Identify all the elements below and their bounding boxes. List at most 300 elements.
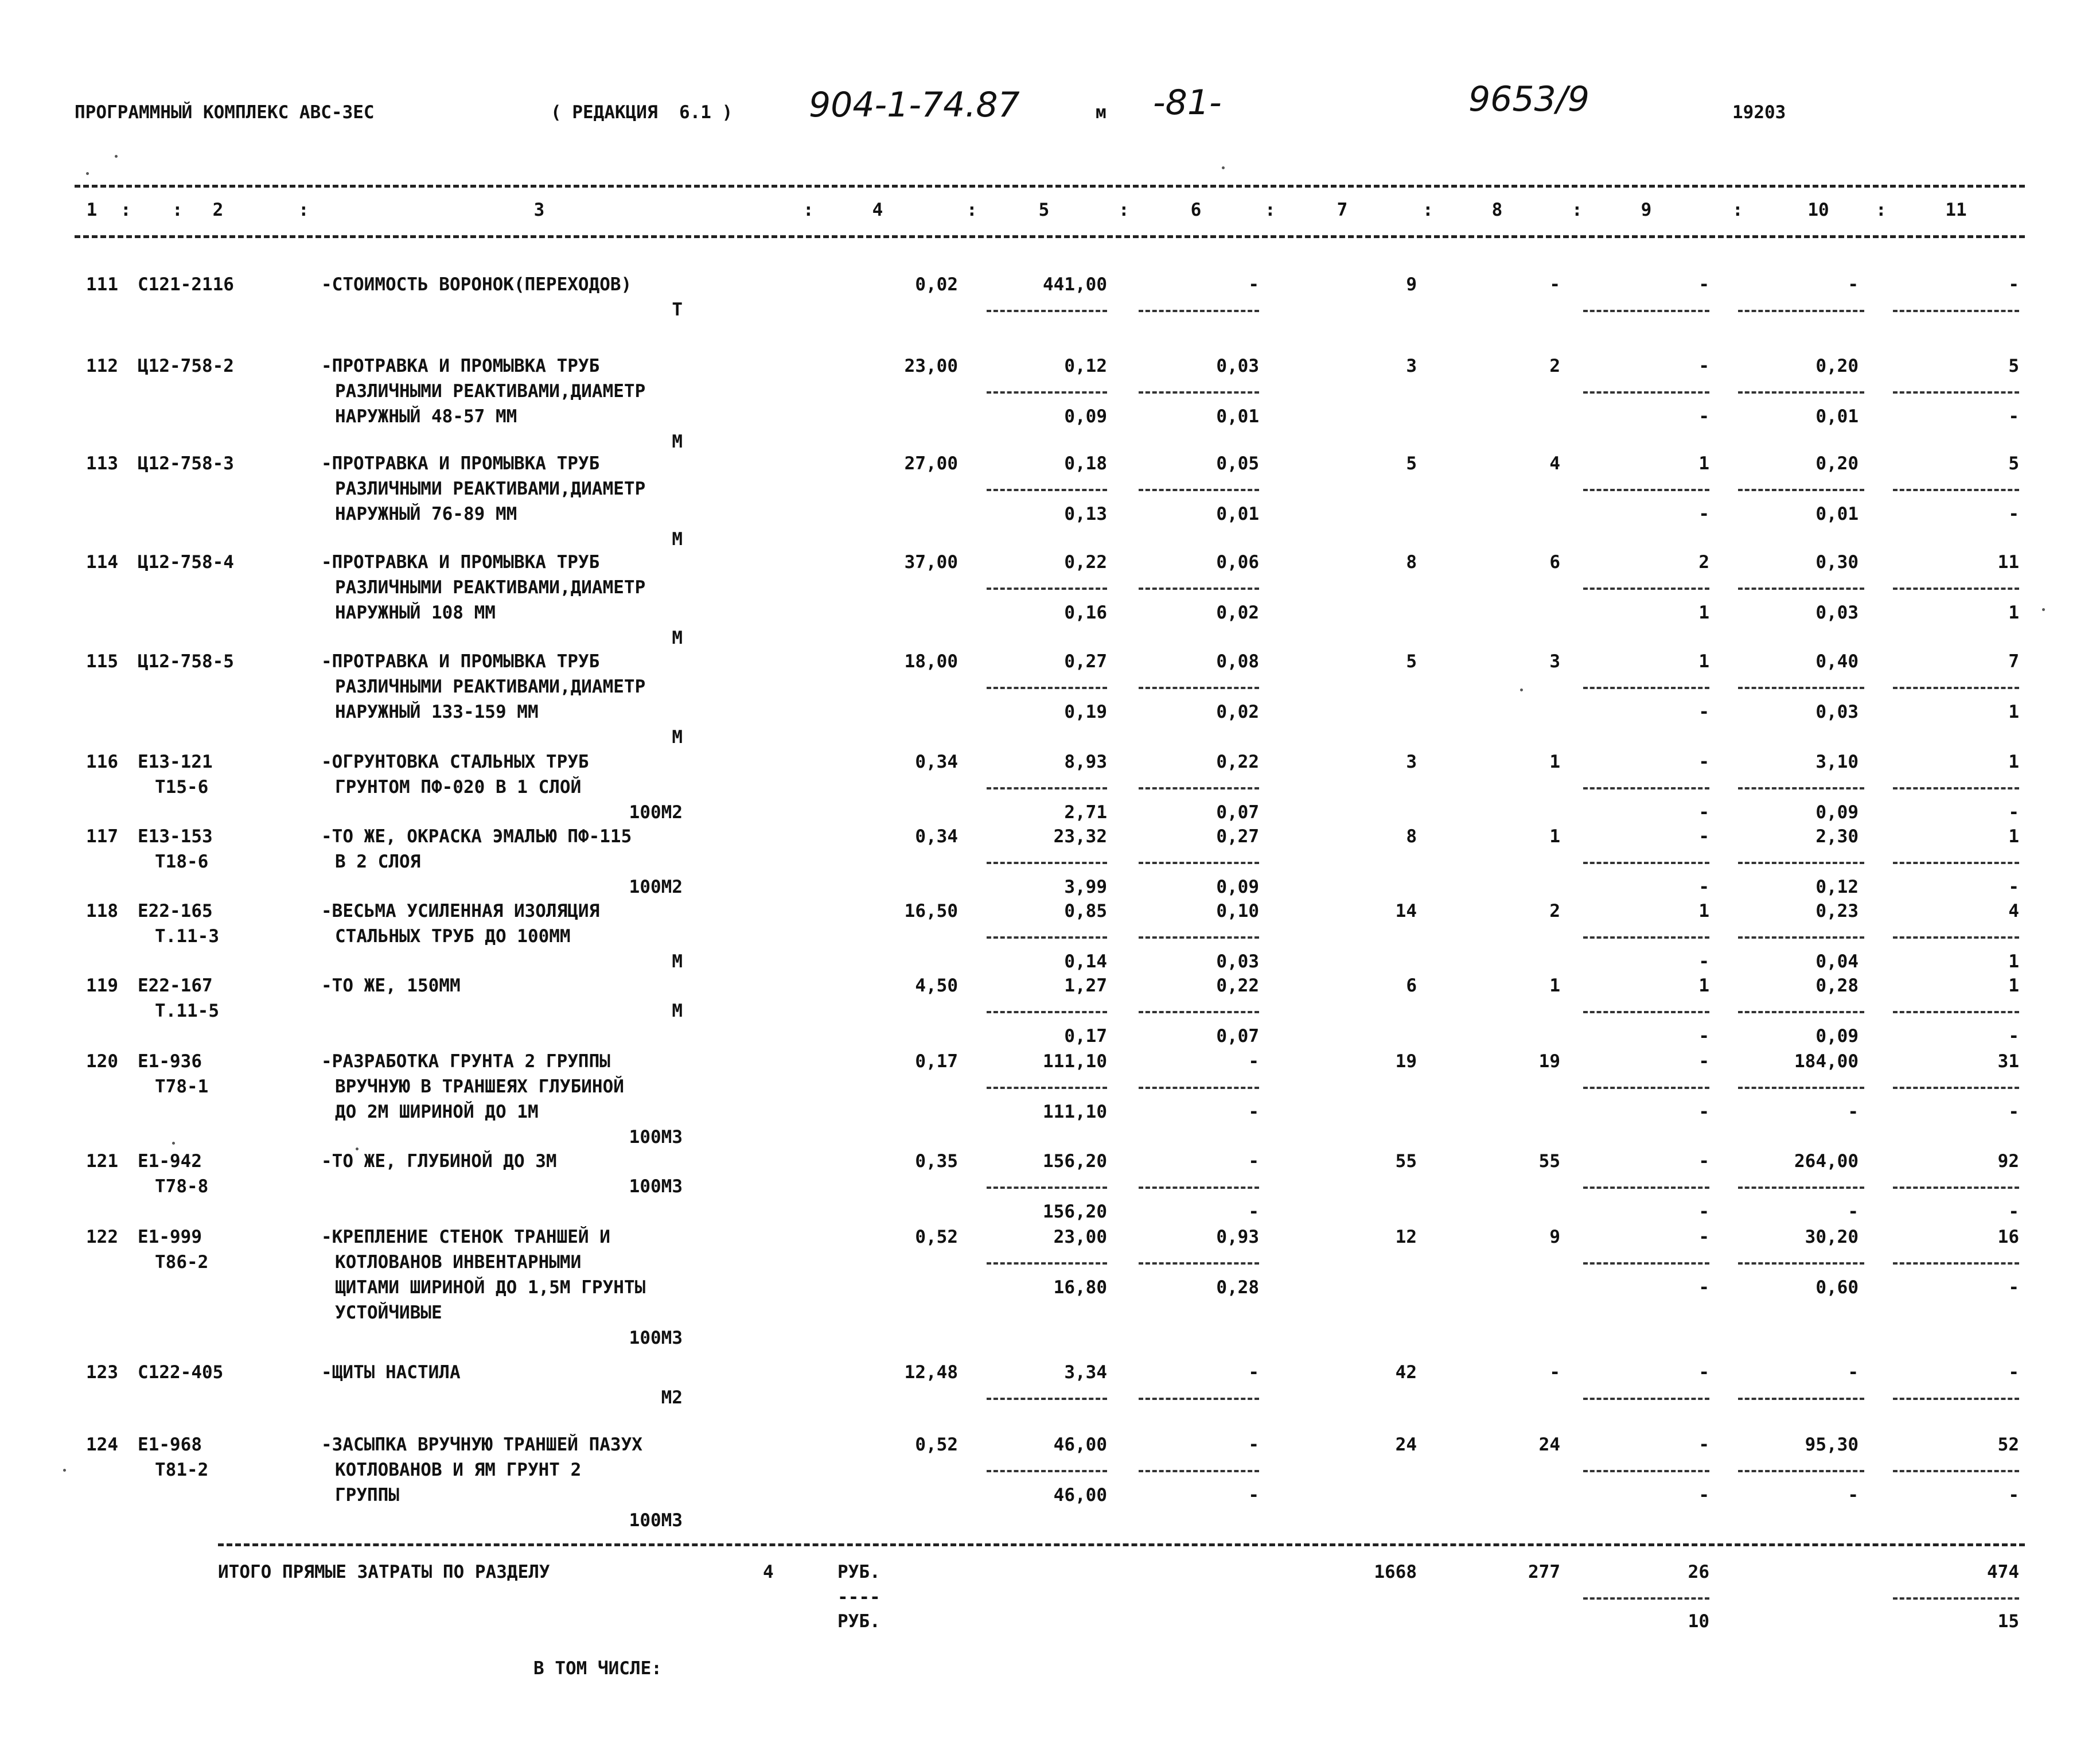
column-number-5: 5 — [1038, 200, 1050, 220]
scan-speck — [86, 172, 89, 175]
total-col9-a: 26 — [1688, 1562, 1709, 1582]
scan-speck — [115, 155, 118, 158]
unit-cost: 441,00 — [1043, 274, 1107, 295]
work-description-line: КОТЛОВАНОВ ИНВЕНТАРНЫМИ — [335, 1252, 582, 1273]
col5-rule — [987, 687, 1107, 689]
col10-rule — [1738, 391, 1864, 394]
total-cost: 5 — [1406, 453, 1417, 474]
col9-value: 1 — [1698, 453, 1709, 474]
work-description-line: ЩИТАМИ ШИРИНОЙ ДО 1,5М ГРУНТЫ — [335, 1277, 646, 1298]
scan-speck — [63, 1469, 66, 1472]
unit-of-measure: 100М2 — [629, 802, 683, 823]
col11-rule — [1893, 1470, 2019, 1472]
col10-rule — [1738, 687, 1864, 689]
total-section: 4 — [763, 1562, 774, 1582]
col9-rule — [1583, 310, 1709, 312]
col9-value: - — [1698, 1227, 1709, 1247]
col11-value: 7 — [2008, 651, 2019, 672]
work-description-line: РАЗЛИЧНЫМИ РЕАКТИВАМИ,ДИАМЕТР — [335, 676, 646, 697]
col10-value: 0,28 — [1815, 975, 1859, 996]
col9-value-2: - — [1698, 951, 1709, 972]
unit-of-measure: 100М3 — [629, 1127, 683, 1148]
wages-total: 9 — [1549, 1227, 1560, 1247]
total-cost: 19 — [1395, 1051, 1417, 1072]
col9-rule — [1583, 687, 1709, 689]
row-number: 123 — [86, 1362, 118, 1383]
col11-rule — [1893, 787, 2019, 789]
col9-value: - — [1698, 1051, 1709, 1072]
work-description-line: УСТОЙЧИВЫЕ — [335, 1302, 442, 1323]
unit-cost: 0,85 — [1064, 901, 1107, 921]
col10-value-2: 0,60 — [1815, 1277, 1859, 1298]
quantity: 18,00 — [904, 651, 958, 672]
unit-cost-wages: 0,14 — [1064, 951, 1107, 972]
col10-value: - — [1848, 274, 1859, 295]
rate-table-ref: Т78-1 — [155, 1076, 209, 1097]
col9-value-2: - — [1698, 1201, 1709, 1222]
wages-total: 55 — [1538, 1151, 1560, 1172]
wages-total: 24 — [1538, 1434, 1560, 1455]
col9-value-2: - — [1698, 1102, 1709, 1122]
total-cost: 3 — [1406, 752, 1417, 772]
work-description-line: -ОГРУНТОВКА СТАЛЬНЫХ ТРУБ — [321, 752, 589, 772]
machine-cost: - — [1248, 1151, 1259, 1172]
header-bottom-rule — [75, 235, 2025, 238]
col11-value-2: - — [2008, 504, 2019, 524]
job-code: 19203 — [1732, 102, 1786, 123]
work-description-line: -ТО ЖЕ, ГЛУБИНОЙ ДО 3М — [321, 1151, 557, 1172]
total-col9-rule — [1583, 1597, 1709, 1600]
machine-cost: 0,93 — [1216, 1227, 1259, 1247]
column-separator: : — [1876, 200, 1887, 220]
work-description-line: НАРУЖНЫЙ 133-159 ММ — [335, 702, 539, 722]
work-description-line: -РАЗРАБОТКА ГРУНТА 2 ГРУППЫ — [321, 1051, 610, 1072]
col9-rule — [1583, 936, 1709, 939]
col6-rule — [1139, 310, 1259, 312]
quantity: 27,00 — [904, 453, 958, 474]
col10-rule — [1738, 588, 1864, 590]
wages-total: 4 — [1549, 453, 1560, 474]
work-description-line: НАРУЖНЫЙ 108 ММ — [335, 602, 496, 623]
col9-rule — [1583, 1011, 1709, 1013]
col10-value-2: 0,03 — [1815, 602, 1859, 623]
work-description-line: ДО 2М ШИРИНОЙ ДО 1М — [335, 1102, 539, 1122]
machine-cost-wages: 0,07 — [1216, 1026, 1259, 1047]
row-number: 120 — [86, 1051, 118, 1072]
total-cost: 8 — [1406, 826, 1417, 847]
total-col11-rule — [1893, 1597, 2019, 1600]
edition-label: ( РЕДАКЦИЯ 6.1 ) — [551, 102, 733, 123]
unit-cost: 23,32 — [1053, 826, 1107, 847]
col11-value-2: 1 — [2008, 702, 2019, 722]
col9-value: - — [1698, 1434, 1709, 1455]
col6-rule — [1139, 787, 1259, 789]
machine-cost: 0,22 — [1216, 752, 1259, 772]
machine-cost: 0,08 — [1216, 651, 1259, 672]
col9-value-2: - — [1698, 1026, 1709, 1047]
unit-of-measure: 100М2 — [629, 877, 683, 897]
col9-value-2: - — [1698, 702, 1709, 722]
column-separator: : — [967, 200, 977, 220]
total-col8: 277 — [1528, 1562, 1560, 1582]
work-description-line: -ПРОТРАВКА И ПРОМЫВКА ТРУБ — [321, 453, 600, 474]
col10-value: 264,00 — [1794, 1151, 1859, 1172]
col5-rule — [987, 936, 1107, 939]
col11-value-2: - — [2008, 877, 2019, 897]
col11-value: 5 — [2008, 356, 2019, 376]
rate-table-ref: Т.11-5 — [155, 1001, 219, 1021]
work-description-line: РАЗЛИЧНЫМИ РЕАКТИВАМИ,ДИАМЕТР — [335, 381, 646, 402]
col11-value: 52 — [1997, 1434, 2019, 1455]
row-number: 117 — [86, 826, 118, 847]
quantity: 16,50 — [904, 901, 958, 921]
column-separator: : — [298, 200, 309, 220]
col5-rule — [987, 1011, 1107, 1013]
unit-cost: 46,00 — [1053, 1434, 1107, 1455]
col10-value-2: - — [1848, 1485, 1859, 1506]
unit-cost-wages: 0,09 — [1064, 406, 1107, 427]
col6-rule — [1139, 687, 1259, 689]
col10-value: 0,30 — [1815, 552, 1859, 573]
row-number: 124 — [86, 1434, 118, 1455]
col10-rule — [1738, 1087, 1864, 1089]
col10-value-2: 0,09 — [1815, 1026, 1859, 1047]
machine-cost: 0,27 — [1216, 826, 1259, 847]
work-description-line: ГРУНТОМ ПФ-020 В 1 СЛОЙ — [335, 777, 582, 798]
work-description-line: -ЗАСЫПКА ВРУЧНУЮ ТРАНШЕЙ ПАЗУХ — [321, 1434, 642, 1455]
unit-cost-wages: 2,71 — [1064, 802, 1107, 823]
col6-rule — [1139, 391, 1259, 394]
col11-value: 1 — [2008, 826, 2019, 847]
col11-value-2: - — [2008, 1201, 2019, 1222]
rate-table-ref: Т15-6 — [155, 777, 209, 798]
col11-rule — [1893, 1262, 2019, 1265]
col11-value-2: 1 — [2008, 602, 2019, 623]
col9-rule — [1583, 1187, 1709, 1189]
handwritten-code: 9653/9 — [1468, 79, 1590, 119]
col11-value-2: - — [2008, 1485, 2019, 1506]
total-cost: 24 — [1395, 1434, 1417, 1455]
wages-total: - — [1549, 1362, 1560, 1383]
unit-of-measure: М2 — [661, 1387, 683, 1408]
col9-value: - — [1698, 274, 1709, 295]
rate-code: Е22-165 — [138, 901, 213, 921]
col10-rule — [1738, 489, 1864, 491]
col5-rule — [987, 310, 1107, 312]
rate-code: Е13-121 — [138, 752, 213, 772]
col10-value: 0,20 — [1815, 453, 1859, 474]
unit-of-measure: 100М3 — [629, 1328, 683, 1348]
column-separator: : — [1572, 200, 1583, 220]
machine-cost: - — [1248, 274, 1259, 295]
col6-rule — [1139, 588, 1259, 590]
col10-rule — [1738, 862, 1864, 864]
col5-rule — [987, 1262, 1107, 1265]
total-cost: 6 — [1406, 975, 1417, 996]
work-description-line: -КРЕПЛЕНИЕ СТЕНОК ТРАНШЕЙ И — [321, 1227, 610, 1247]
col9-value-2: 1 — [1698, 602, 1709, 623]
quantity: 23,00 — [904, 356, 958, 376]
col6-rule — [1139, 1011, 1259, 1013]
total-cost: 9 — [1406, 274, 1417, 295]
header-top-rule — [75, 185, 2025, 188]
rate-code: С122-405 — [138, 1362, 224, 1383]
machine-cost-wages: 0,02 — [1216, 702, 1259, 722]
handwritten-doc-number: 904-1-74.87 — [809, 85, 1020, 125]
unit-cost-wages: 0,19 — [1064, 702, 1107, 722]
column-number-6: 6 — [1190, 200, 1202, 220]
col9-value: - — [1698, 752, 1709, 772]
work-description-line: -ПРОТРАВКА И ПРОМЫВКА ТРУБ — [321, 552, 600, 573]
machine-cost-wages: 0,03 — [1216, 951, 1259, 972]
col9-rule — [1583, 1087, 1709, 1089]
scan-speck — [1222, 166, 1225, 169]
unit-of-measure: М — [672, 951, 683, 972]
column-number-4: 4 — [872, 200, 883, 220]
col11-rule — [1893, 1011, 2019, 1013]
col10-value: - — [1848, 1362, 1859, 1383]
total-cost: 55 — [1395, 1151, 1417, 1172]
sheet-number: -81- — [1153, 83, 1222, 123]
column-separator: : — [803, 200, 814, 220]
col10-rule — [1738, 787, 1864, 789]
total-top-rule — [218, 1543, 2025, 1546]
row-number: 122 — [86, 1227, 118, 1247]
work-description-line: ГРУППЫ — [335, 1485, 399, 1506]
footer-note: В ТОМ ЧИСЛЕ: — [533, 1658, 662, 1679]
machine-cost: - — [1248, 1051, 1259, 1072]
unit-cost: 1,27 — [1064, 975, 1107, 996]
col9-value-2: - — [1698, 802, 1709, 823]
col9-rule — [1583, 1470, 1709, 1472]
col10-value-2: 0,01 — [1815, 504, 1859, 524]
machine-cost-wages: - — [1248, 1485, 1259, 1506]
unit-of-measure: М — [672, 529, 683, 550]
col9-value: 2 — [1698, 552, 1709, 573]
quantity: 12,48 — [904, 1362, 958, 1383]
rate-code: Е1-936 — [138, 1051, 202, 1072]
rate-code: Е1-968 — [138, 1434, 202, 1455]
machine-cost-wages: 0,02 — [1216, 602, 1259, 623]
col11-value: 4 — [2008, 901, 2019, 921]
col11-value-2: - — [2008, 1102, 2019, 1122]
row-number: 113 — [86, 453, 118, 474]
unit-cost-wages: 0,13 — [1064, 504, 1107, 524]
quantity: 0,34 — [915, 826, 958, 847]
rate-code: С121-2116 — [138, 274, 234, 295]
unit-of-measure: М — [672, 727, 683, 748]
col9-value-2: - — [1698, 1485, 1709, 1506]
rate-code: Ц12-758-2 — [138, 356, 234, 376]
wages-total: 1 — [1549, 975, 1560, 996]
scan-speck — [1520, 689, 1523, 691]
rate-code: Е1-999 — [138, 1227, 202, 1247]
work-description-line: -ТО ЖЕ, ОКРАСКА ЭМАЛЬЮ ПФ-115 — [321, 826, 632, 847]
unit-cost: 0,18 — [1064, 453, 1107, 474]
unit-cost: 8,93 — [1064, 752, 1107, 772]
rate-code: Ц12-758-3 — [138, 453, 234, 474]
col11-value-2: 1 — [2008, 951, 2019, 972]
col9-rule — [1583, 391, 1709, 394]
machine-cost: 0,22 — [1216, 975, 1259, 996]
column-number-11: 11 — [1945, 200, 1967, 220]
col11-value: 11 — [1997, 552, 2019, 573]
total-currency-2: РУБ. — [837, 1611, 880, 1632]
col10-value: 0,23 — [1815, 901, 1859, 921]
col9-rule — [1583, 489, 1709, 491]
col11-value-2: - — [2008, 1277, 2019, 1298]
unit-cost-wages: 3,99 — [1064, 877, 1107, 897]
col11-value: - — [2008, 274, 2019, 295]
col11-value: - — [2008, 1362, 2019, 1383]
col5-rule — [987, 1470, 1107, 1472]
work-description-line: РАЗЛИЧНЫМИ РЕАКТИВАМИ,ДИАМЕТР — [335, 479, 646, 499]
rate-table-ref: Т78-8 — [155, 1176, 209, 1197]
col10-value: 184,00 — [1794, 1051, 1859, 1072]
col9-rule — [1583, 1262, 1709, 1265]
total-cost: 5 — [1406, 651, 1417, 672]
rate-code: Е22-167 — [138, 975, 213, 996]
column-number-8: 8 — [1491, 200, 1503, 220]
quantity: 0,17 — [915, 1051, 958, 1072]
wages-total: - — [1549, 274, 1560, 295]
col11-value-2: - — [2008, 406, 2019, 427]
total-cost: 42 — [1395, 1362, 1417, 1383]
machine-cost-wages: 0,09 — [1216, 877, 1259, 897]
wages-total: 6 — [1549, 552, 1560, 573]
wages-total: 2 — [1549, 356, 1560, 376]
rate-table-ref: Т86-2 — [155, 1252, 209, 1273]
work-description-line: РАЗЛИЧНЫМИ РЕАКТИВАМИ,ДИАМЕТР — [335, 577, 646, 598]
machine-cost: 0,05 — [1216, 453, 1259, 474]
total-label: ИТОГО ПРЯМЫЕ ЗАТРАТЫ ПО РАЗДЕЛУ — [218, 1562, 550, 1582]
col9-value-2: - — [1698, 1277, 1709, 1298]
col9-value: 1 — [1698, 901, 1709, 921]
row-number: 119 — [86, 975, 118, 996]
column-number-10: 10 — [1807, 200, 1829, 220]
unit-of-measure: М — [672, 628, 683, 648]
total-cost: 14 — [1395, 901, 1417, 921]
column-separator: : — [1423, 200, 1433, 220]
col10-value-2: - — [1848, 1201, 1859, 1222]
col9-value: 1 — [1698, 975, 1709, 996]
col10-rule — [1738, 1262, 1864, 1265]
col10-rule — [1738, 1187, 1864, 1189]
work-description-line: -ТО ЖЕ, 150ММ — [321, 975, 461, 996]
machine-cost: - — [1248, 1362, 1259, 1383]
unit-cost: 0,27 — [1064, 651, 1107, 672]
scan-speck — [172, 1142, 175, 1145]
rate-code: Е1-942 — [138, 1151, 202, 1172]
col10-rule — [1738, 1470, 1864, 1472]
col11-rule — [1893, 1398, 2019, 1400]
work-description-line: НАРУЖНЫЙ 48-57 ММ — [335, 406, 517, 427]
col10-value: 0,20 — [1815, 356, 1859, 376]
col5-rule — [987, 1087, 1107, 1089]
wages-total: 2 — [1549, 901, 1560, 921]
col9-value-2: - — [1698, 406, 1709, 427]
machine-cost-wages: 0,01 — [1216, 504, 1259, 524]
column-separator: : — [1265, 200, 1276, 220]
program-title: ПРОГРАММНЫЙ КОМПЛЕКС АВС-ЗЕС — [75, 102, 375, 123]
quantity: 0,52 — [915, 1227, 958, 1247]
col6-rule — [1139, 489, 1259, 491]
col6-rule — [1139, 1187, 1259, 1189]
unit-cost: 3,34 — [1064, 1362, 1107, 1383]
machine-cost: 0,03 — [1216, 356, 1259, 376]
unit-cost-wages: 0,17 — [1064, 1026, 1107, 1047]
col10-value-2: - — [1848, 1102, 1859, 1122]
col6-rule — [1139, 862, 1259, 864]
row-number: 121 — [86, 1151, 118, 1172]
col11-rule — [1893, 936, 2019, 939]
machine-cost-wages: 0,07 — [1216, 802, 1259, 823]
unit-cost-wages: 16,80 — [1053, 1277, 1107, 1298]
col9-value: - — [1698, 1151, 1709, 1172]
unit-cost: 0,12 — [1064, 356, 1107, 376]
col10-value: 3,10 — [1815, 752, 1859, 772]
col11-rule — [1893, 687, 2019, 689]
quantity: 0,34 — [915, 752, 958, 772]
col11-value: 16 — [1997, 1227, 2019, 1247]
sheet-prefix: м — [1096, 102, 1107, 123]
col9-rule — [1583, 862, 1709, 864]
column-number-1: 1 — [86, 200, 98, 220]
rate-table-ref: Т18-6 — [155, 851, 209, 872]
col11-value-2: - — [2008, 1026, 2019, 1047]
col10-value-2: 0,12 — [1815, 877, 1859, 897]
work-description-line: НАРУЖНЫЙ 76-89 ММ — [335, 504, 517, 524]
col11-value: 1 — [2008, 752, 2019, 772]
rate-code: Ц12-758-5 — [138, 651, 234, 672]
column-number-2: 2 — [212, 200, 224, 220]
col5-rule — [987, 1187, 1107, 1189]
total-currency-sep: ---- — [837, 1587, 880, 1608]
col6-rule — [1139, 936, 1259, 939]
machine-cost: 0,06 — [1216, 552, 1259, 573]
col11-value-2: - — [2008, 802, 2019, 823]
row-number: 115 — [86, 651, 118, 672]
col11-value: 92 — [1997, 1151, 2019, 1172]
col10-value: 0,40 — [1815, 651, 1859, 672]
col11-rule — [1893, 1187, 2019, 1189]
col10-value: 30,20 — [1805, 1227, 1859, 1247]
unit-of-measure: 100М3 — [629, 1176, 683, 1197]
col9-value: 1 — [1698, 651, 1709, 672]
quantity: 0,02 — [915, 274, 958, 295]
col6-rule — [1139, 1470, 1259, 1472]
row-number: 116 — [86, 752, 118, 772]
work-description-line: КОТЛОВАНОВ И ЯМ ГРУНТ 2 — [335, 1460, 582, 1480]
row-number: 118 — [86, 901, 118, 921]
wages-total: 1 — [1549, 752, 1560, 772]
quantity: 0,52 — [915, 1434, 958, 1455]
col9-value: - — [1698, 826, 1709, 847]
quantity: 4,50 — [915, 975, 958, 996]
rate-table-ref: Т.11-3 — [155, 926, 219, 947]
unit-of-measure: М — [672, 431, 683, 452]
unit-cost-wages: 46,00 — [1053, 1485, 1107, 1506]
col10-rule — [1738, 310, 1864, 312]
work-description-line: В 2 СЛОЯ — [335, 851, 421, 872]
machine-cost-wages: - — [1248, 1102, 1259, 1122]
row-number: 111 — [86, 274, 118, 295]
col10-rule — [1738, 1011, 1864, 1013]
col5-rule — [987, 862, 1107, 864]
col5-rule — [987, 787, 1107, 789]
unit-of-measure: Т — [672, 299, 683, 320]
unit-cost: 23,00 — [1053, 1227, 1107, 1247]
